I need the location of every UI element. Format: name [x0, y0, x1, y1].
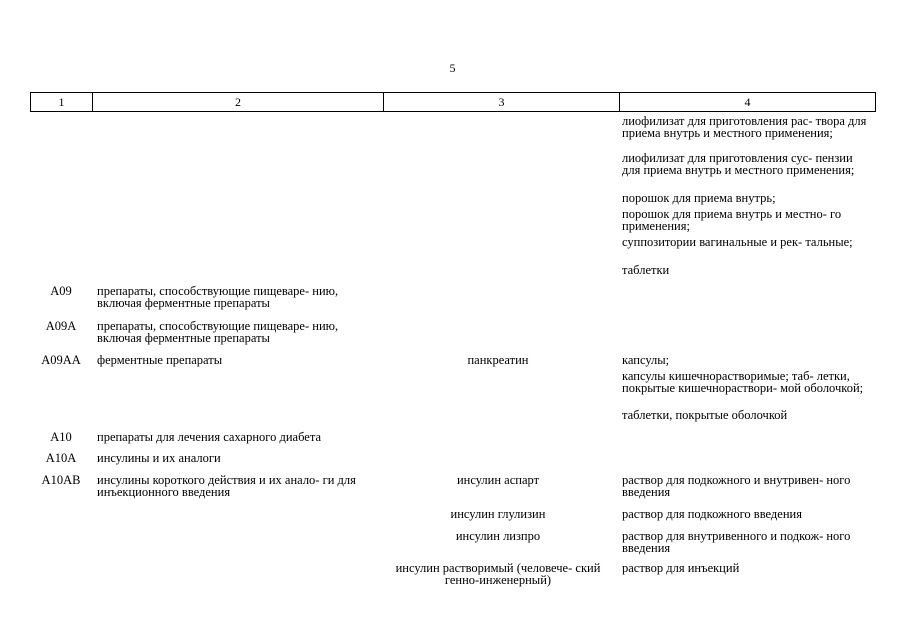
drug-name: инсулин растворимый (человече- ский генно-инженерный) — [395, 561, 601, 587]
group-name: препараты для лечения сахарного диабета — [97, 430, 321, 444]
dosage-form: капсулы кишечнорастворимые; таб- летки, покрытые кишечнораствори- мой оболочкой; — [622, 369, 864, 395]
drug-name: панкреатин — [467, 353, 529, 367]
dosage-form: капсулы; — [622, 353, 670, 367]
atc-code: A10A — [45, 451, 77, 465]
drug-name: инсулин аспарт — [456, 473, 540, 487]
dosage-form: порошок для приема внутрь и местно- го применения; — [622, 207, 842, 233]
atc-code: A10AB — [41, 473, 81, 487]
header-col-1: 1 — [31, 93, 93, 111]
atc-code: A09A — [45, 319, 77, 333]
group-name: инсулины и их аналоги — [97, 451, 221, 465]
header-col-2: 2 — [93, 93, 384, 111]
table-header — [30, 92, 876, 112]
atc-code: A10 — [50, 430, 72, 444]
dosage-form: таблетки, покрытые оболочкой — [622, 408, 788, 422]
group-name: инсулины короткого действия и их анало- ги для инъекционного введения — [97, 473, 356, 499]
drug-name: инсулин глулизин — [450, 507, 546, 521]
dosage-form: суппозитории вагинальные и рек- тальные; — [622, 235, 853, 249]
group-name: ферментные препараты — [97, 353, 223, 367]
dosage-form: раствор для инъекций — [622, 561, 740, 575]
atc-code: A09AA — [41, 353, 81, 367]
dosage-form: раствор для подкожного и внутривен- ного введения — [622, 473, 851, 499]
group-name: препараты, способствующие пищеваре- нию, включая ферментные препараты — [97, 319, 339, 345]
dosage-form: раствор для внутривенного и подкож- ного введения — [622, 529, 851, 555]
dosage-form: лиофилизат для приготовления рас- твора для приема внутрь и местного применения; — [622, 114, 867, 140]
dosage-form: таблетки — [622, 263, 670, 277]
dosage-form: лиофилизат для приготовления сус- пензии для приема внутрь и местного применения; — [622, 151, 855, 177]
group-name: препараты, способствующие пищеваре- нию, включая ферментные препараты — [97, 284, 339, 310]
header-col-4: 4 — [744, 95, 751, 109]
atc-code: A09 — [50, 284, 72, 298]
page-number: 5 — [449, 61, 456, 75]
dosage-form: порошок для приема внутрь; — [622, 191, 776, 205]
header-col-3: 3 — [384, 93, 620, 111]
drug-name: инсулин лизпро — [455, 529, 541, 543]
dosage-form: раствор для подкожного введения — [622, 507, 802, 521]
